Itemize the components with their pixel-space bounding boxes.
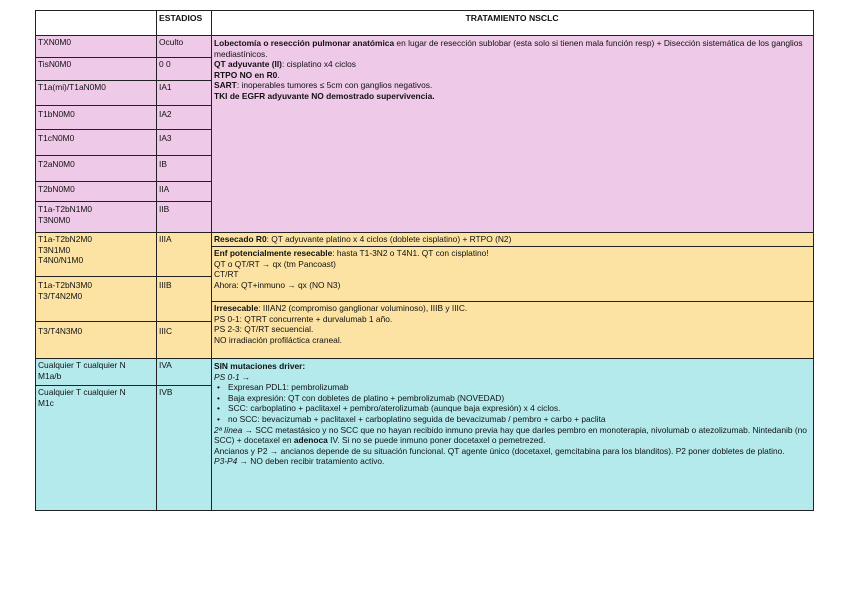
resecado-treatment (211, 232, 813, 246)
table-line (35, 129, 211, 130)
table-line (35, 35, 813, 36)
row-iiic-tnm: T3/T4N3M0 (38, 326, 83, 336)
rtpo-text: . (277, 69, 280, 80)
potencial-treatment (211, 246, 813, 301)
row-tis-stage: 0 0 (159, 59, 171, 69)
qt-adyuvante-text: : cisplatino x4 ciclos (281, 59, 356, 70)
potencial-line3: CT/RT (214, 269, 239, 280)
row-iiia-stage: IIIA (159, 234, 172, 244)
table-line (211, 10, 212, 511)
lobectomia-text: en lugar de resección sublobar (esta solo si tienen mala función resp) + Disección sistemática de los ganglios mediastínicos. (214, 38, 803, 59)
tki-bold: TKI de EGFR adyuvante NO demostrado supervivencia. (214, 90, 435, 101)
row-t2a-tnm: T2aN0M0 (38, 159, 75, 169)
row-txn0m0-stage: Oculto (159, 37, 184, 47)
row-t1c-stage: IA3 (159, 133, 172, 143)
elderly-para: Ancianos y P2 → ancianos depende de su situación funcional. QT agente único (docetaxel, gemcitabina para los blanditos). P2 poner dobletes de platino. (214, 445, 785, 456)
table-line (35, 57, 211, 58)
bullet-pdl1: • Expresan PDL1: pembrolizumab (214, 382, 810, 393)
row-ivb-stage: IVB (159, 387, 173, 397)
irresecable-line3: PS 2-3: QT/RT secuencial. (214, 324, 314, 335)
table-line (813, 10, 814, 511)
row-t2b-tnm: T2bN0M0 (38, 184, 75, 194)
row-txn0m0-tnm: TXN0M0 (38, 37, 72, 47)
row-iiia-tnm (35, 232, 156, 276)
table-line (35, 358, 813, 359)
row-t1b-tnm: T1bN0M0 (38, 109, 75, 119)
bullet-baja-expresion: • Baja expresión: QT con dobletes de platino + pembrolizumab (NOVEDAD) (214, 393, 810, 404)
irresecable-treatment (211, 301, 813, 358)
table-line (35, 510, 813, 511)
row-iib-tnm (35, 201, 156, 232)
row-iib-tnm-line2: T3N0M0 (38, 214, 71, 225)
row-t1a-tnm: T1a(mi)/T1aN0M0 (38, 82, 106, 92)
p34-italic: P3-P4 (214, 456, 238, 467)
potencial-bold: Enf potencialmente resecable (214, 248, 333, 258)
sart-bold: SART (214, 80, 237, 91)
advanced-treatment (211, 358, 813, 510)
row-ivb-tnm-line2: M1c (38, 397, 54, 408)
second-line-end: IV. Si no se puede inmuno poner docetaxel o pemetrezed. (327, 435, 546, 446)
row-iiib-stage: IIIB (159, 280, 172, 290)
row-t1b-stage: IA2 (159, 109, 172, 119)
row-iiia-tnm-line1: T1a-T2bN2M0 (38, 234, 92, 244)
potencial-line2: QT o QT/RT → qx (tm Pancoast) (214, 258, 336, 269)
row-iiib-tnm (35, 276, 156, 321)
second-line-text: → SCC metastásico y no SCC que no hayan recibido inmuno previa hay que darles pembro en monoterapia, nivolumab o atezolizumab. Nintedanib (no SCC) + docetaxel en (214, 424, 807, 446)
row-iiic-stage: IIIC (159, 326, 173, 336)
header-estadios: ESTADIOS (159, 13, 203, 23)
row-ivb-tnm (35, 385, 156, 510)
table-line (35, 80, 211, 81)
table-line (211, 246, 813, 247)
table-line (35, 105, 211, 106)
irresecable-bold: Irresecable (214, 303, 259, 313)
table-line (35, 232, 813, 233)
row-iva-tnm-line2: M1a/b (38, 370, 62, 381)
irresecable-line2: PS 0-1: QTRT concurrente + durvalumab 1 año. (214, 313, 393, 324)
table-line (35, 10, 36, 511)
qt-adyuvante-bold: QT adyuvante (II) (214, 59, 282, 70)
resecado-bold: Resecado R0 (214, 234, 267, 244)
row-tis-tnm: TisN0M0 (38, 59, 72, 69)
table-line (35, 201, 211, 202)
header-tratamiento: TRATAMIENTO NSCLC (465, 13, 559, 23)
adenoca-bold: adenoca (293, 435, 328, 446)
lobectomia-bold: Lobectomía o resección pulmonar anatómica (214, 38, 395, 48)
potencial-text: : hasta T1-3N2 o T4N1. QT con cisplatino! (332, 248, 489, 258)
table-line (156, 10, 157, 511)
row-t2a-stage: IB (159, 159, 167, 169)
row-t2b-stage: IIA (159, 184, 170, 194)
header-empty-cell (35, 10, 156, 35)
row-ivb-tnm-line1: Cualquier T cualquier N (38, 387, 126, 397)
table-line (35, 10, 813, 11)
table-line (35, 155, 211, 156)
row-iva-tnm-line1: Cualquier T cualquier N (38, 360, 126, 370)
table-line (211, 301, 813, 302)
early-stage-treatment (211, 35, 813, 232)
row-iva-tnm (35, 358, 156, 385)
table-line (35, 276, 211, 277)
sart-text: : inoperables tumores ≤ 5cm con ganglios negativos. (236, 80, 433, 91)
table-line (35, 321, 211, 322)
p34-text: → NO deben recibir tratamiento activo. (237, 456, 385, 467)
row-iiia-tnm-line2: T3N1M0 (38, 244, 71, 255)
ps01-label: PS 0-1 → (214, 371, 251, 382)
rtpo-bold: RTPO NO en R0 (214, 69, 278, 80)
irresecable-line4: NO irradiación profiláctica craneal. (214, 334, 343, 345)
table-line (35, 385, 211, 386)
bullet-scc: • SCC: carboplatino + paclitaxel + pembro/aterolizumab (aunque baja expresión) x 4 ciclos. (214, 403, 810, 414)
bullet-no-scc: • no SCC: bevacizumab + paclitaxel + carboplatino seguida de bevacizumab / pembro + carbo + paclita (214, 414, 810, 425)
irresecable-text: : IIIAN2 (compromiso ganglionar voluminoso), IIIB y IIIC. (258, 303, 468, 313)
row-iiib-tnm-line1: T1a-T2bN3M0 (38, 280, 92, 290)
row-iib-tnm-line1: T1a-T2bN1M0 (38, 204, 92, 214)
row-t1c-tnm: T1cN0M0 (38, 133, 75, 143)
row-iib-stage: IIB (159, 204, 170, 214)
row-iiib-tnm-line2: T3/T4N2M0 (38, 290, 83, 301)
row-t1a-stage: IA1 (159, 82, 172, 92)
second-line-para (214, 425, 807, 446)
resecado-text: : QT adyuvante platino x 4 ciclos (doblete cisplatino) + RTPO (N2) (266, 234, 512, 244)
sin-mutaciones-title: SIN mutaciones driver: (214, 361, 306, 371)
second-line-italic: 2ª línea (214, 424, 243, 435)
row-iva-stage: IVA (159, 360, 172, 370)
row-iiia-tnm-line3: T4N0/N1M0 (38, 255, 84, 266)
table-line (35, 181, 211, 182)
potencial-line4: Ahora: QT+inmuno → qx (NO N3) (214, 279, 341, 290)
